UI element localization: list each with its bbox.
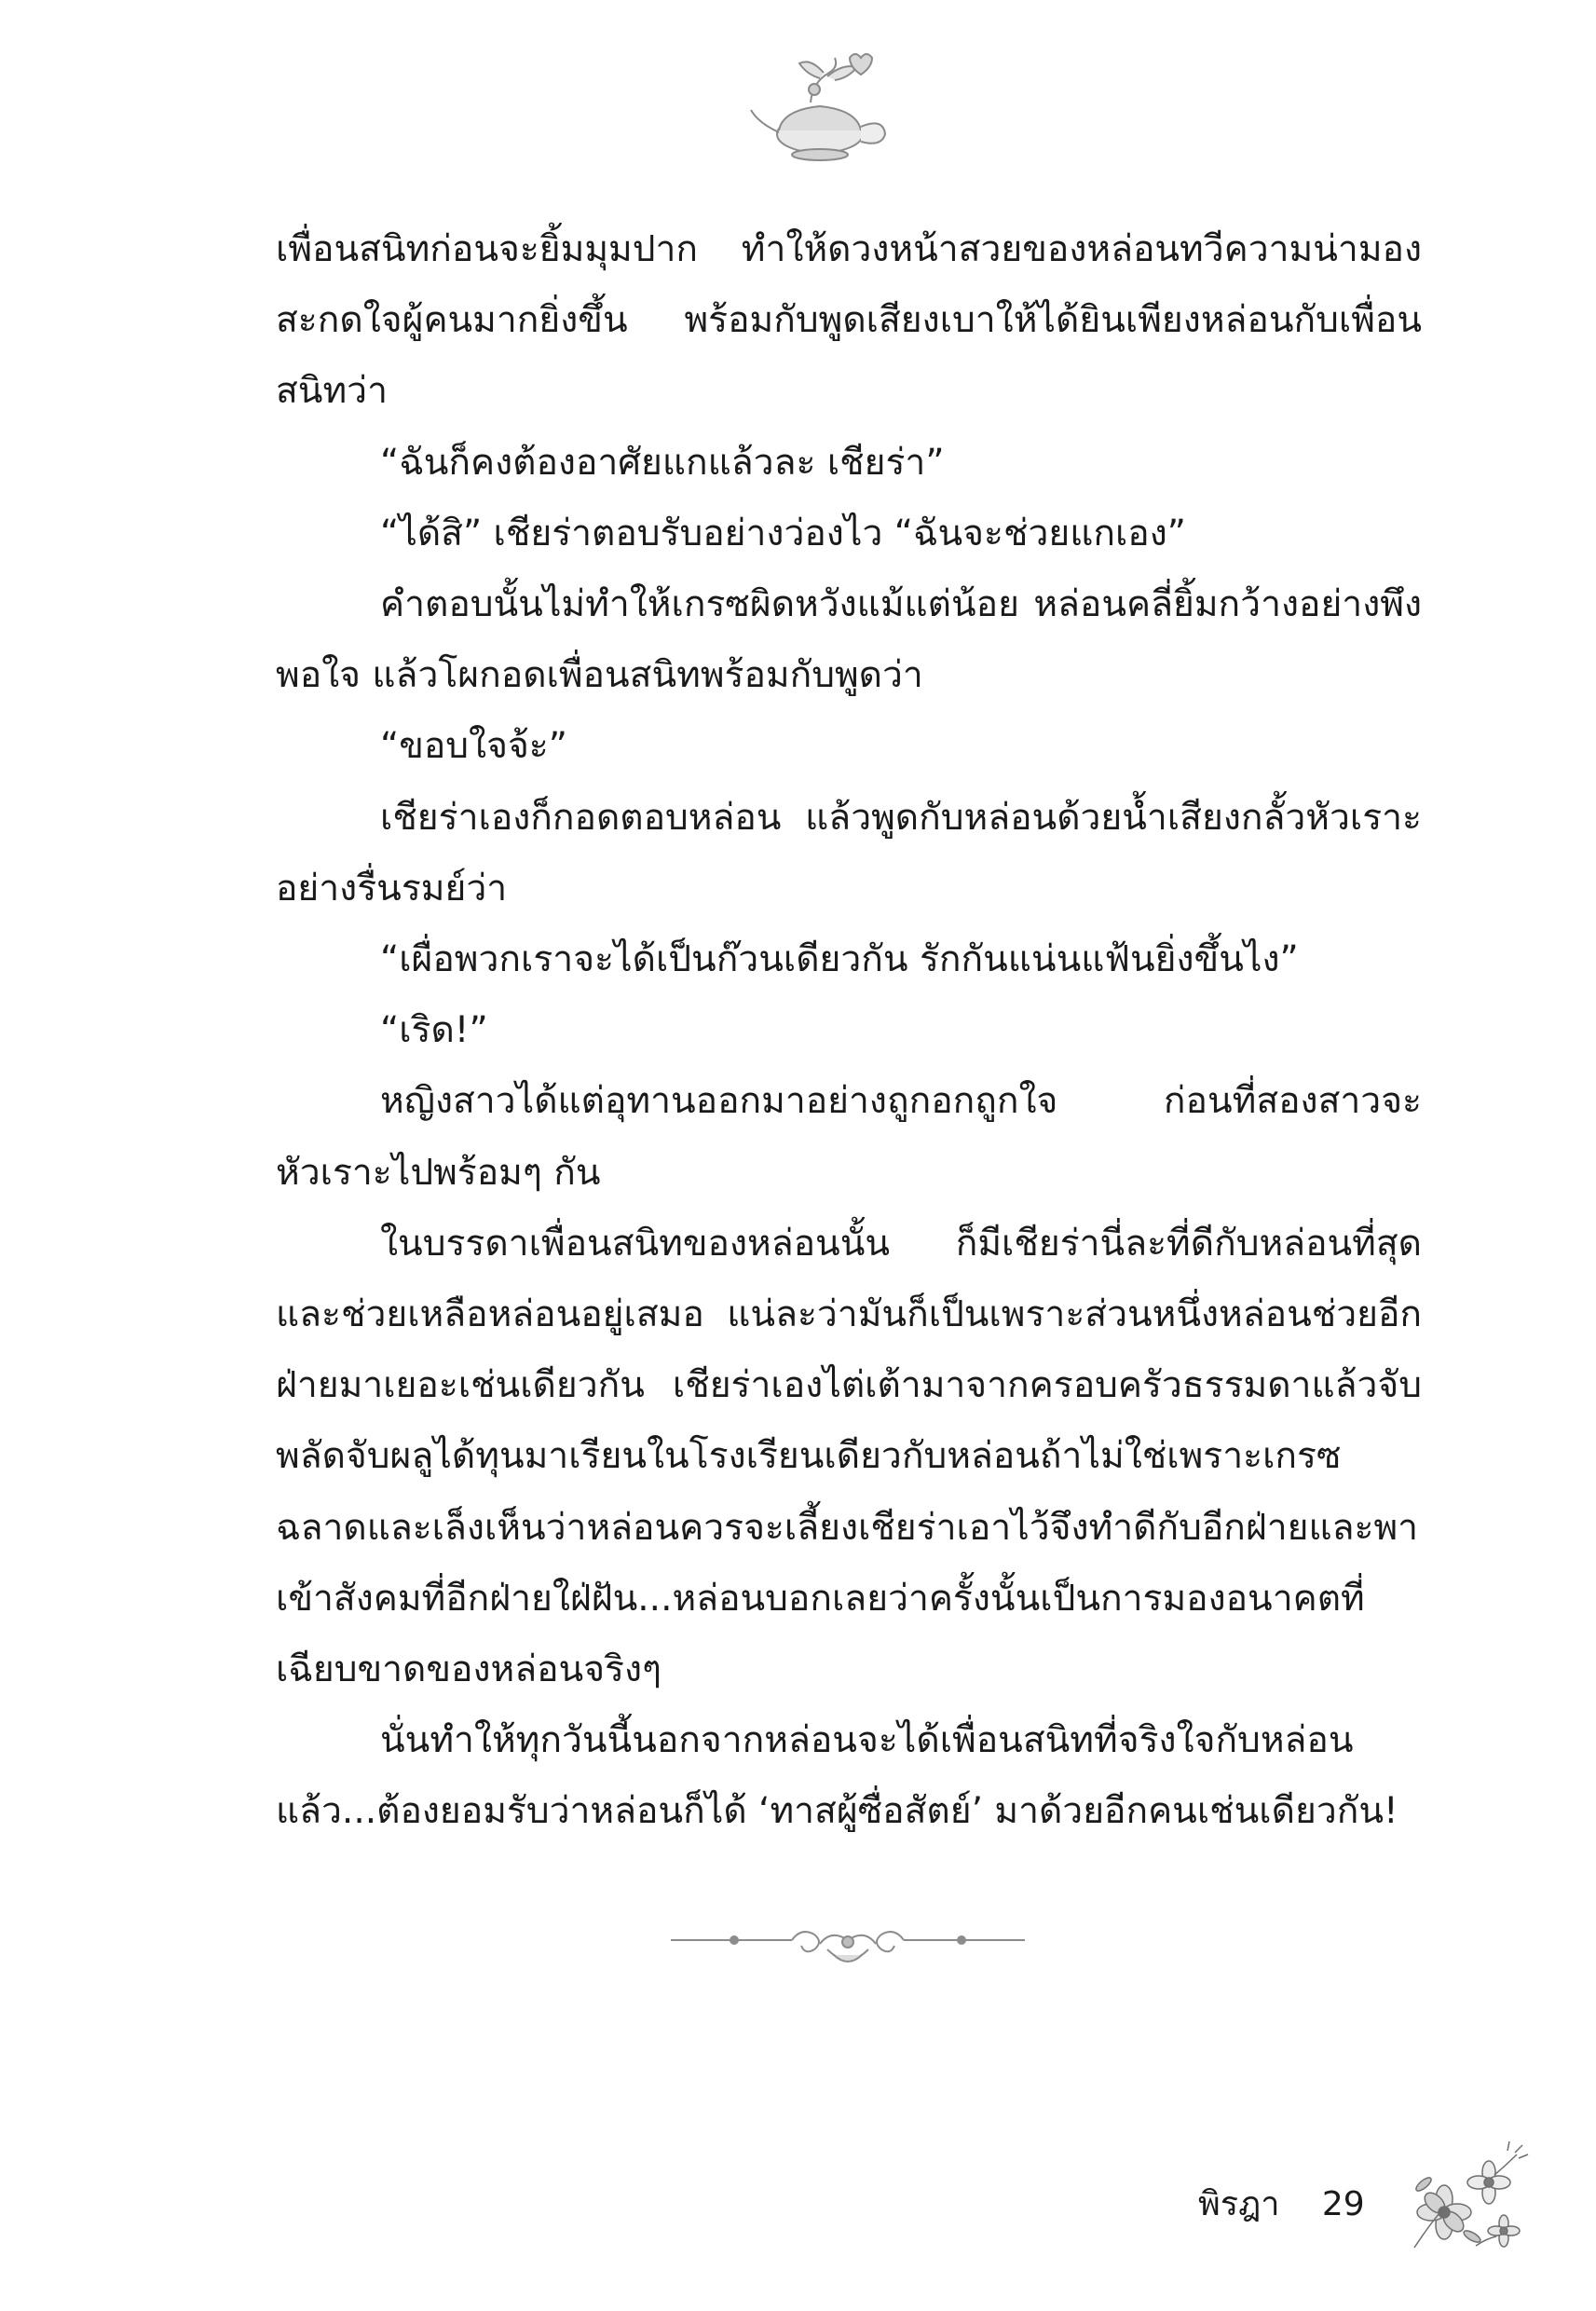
- paragraph: นั่นทำให้ทุกวันนี้นอกจากหล่อนจะได้เพื่อนสนิทที่จริงใจกับหล่อนแล้ว...ต้องยอมรับว่าหล่อนก็ได้ ‘ทาสผู้ซื่อสัตย์’ มาด้วยอีกคนเช่นเดียวกัน!: [276, 1719, 1398, 1833]
- body-text: [276, 214, 1422, 1848]
- paragraph: ในบรรดาเพื่อนสนิทของหล่อนนั้น ก็มีเชียร่านี่ละที่ดีกับหล่อนที่สุด และช่วยเหลือหล่อนอยู่เสมอ แน่ละว่ามันก็เป็นเพราะส่วนหนึ่งหล่อนช่วยอีกฝ่ายมาเยอะเช่นเดียวกัน เชียร่าเองไต่เต้ามาจากครอบครัวธรรมดาแล้วจับพลัดจับผลูได้ทุนมาเรียนในโรงเรียนเดียวกับหล่อนถ้าไม่ใช่เพราะเกรซฉลาดและเล็งเห็นว่าหล่อนควรจะเลี้ยงเชียร่าเอาไว้จึงทำดีกับอีกฝ่ายและพาเข้าสังคมที่อีกฝ่ายใฝ่ฝัน...หล่อนบอกเลยว่าครั้งนั้นเป็นการมองอนาคตที่เฉียบขาดของหล่อนจริงๆ: [276, 1222, 1422, 1691]
- dialog-line: “เริด!”: [380, 1009, 488, 1052]
- scroll-divider-icon: [671, 1921, 1025, 1976]
- dialog-line: “ได้สิ” เชียร่าตอบรับอย่างว่องไว “ฉันจะช่วยแกเอง”: [380, 512, 1186, 554]
- paragraph: คำตอบนั้นไม่ทำให้เกรซผิดหวังแม้แต่น้อย หล่อนคลี่ยิ้มกว้างอย่างพึงพอใจ แล้วโผกอดเพื่อนสนิทพร้อมกับพูดว่า: [276, 583, 1422, 697]
- page-footer: [1198, 2177, 1365, 2233]
- paragraph: หญิงสาวได้แต่อุทานออกมาอย่างถูกอกถูกใจ ก่อนที่สองสาวจะหัวเราะไปพร้อมๆ กัน: [276, 1080, 1422, 1194]
- paragraph: เชียร่าเองก็กอดตอบหล่อน แล้วพูดกับหล่อนด้วยน้ำเสียงกลั้วหัวเราะอย่างรื่นรมย์ว่า: [276, 796, 1422, 909]
- paragraph: เพื่อนสนิทก่อนจะยิ้มมุมปาก ทำให้ดวงหน้าสวยของหล่อนทวีความน่ามองสะกดใจผู้คนมากยิ่งขึ้น พร้อมกับพูดเสียงเบาให้ได้ยินเพียงหล่อนกับเพื่อนสนิทว่า: [276, 228, 1422, 413]
- author-name: พิรฎา: [1198, 2185, 1280, 2223]
- dialog-line: “ขอบใจจ้ะ”: [380, 725, 567, 768]
- dialog-line: “เผื่อพวกเราจะได้เป็นก๊วนเดียวกัน รักกันแน่นแฟ้นยิ่งขึ้นไง”: [380, 938, 1299, 981]
- teapot-cupid-ornament-icon: [745, 45, 894, 166]
- flower-ornament-icon: [1396, 2126, 1535, 2266]
- page-number: 29: [1321, 2185, 1365, 2223]
- dialog-line: “ฉันก็คงต้องอาศัยแกแล้วละ เชียร่า”: [380, 441, 945, 484]
